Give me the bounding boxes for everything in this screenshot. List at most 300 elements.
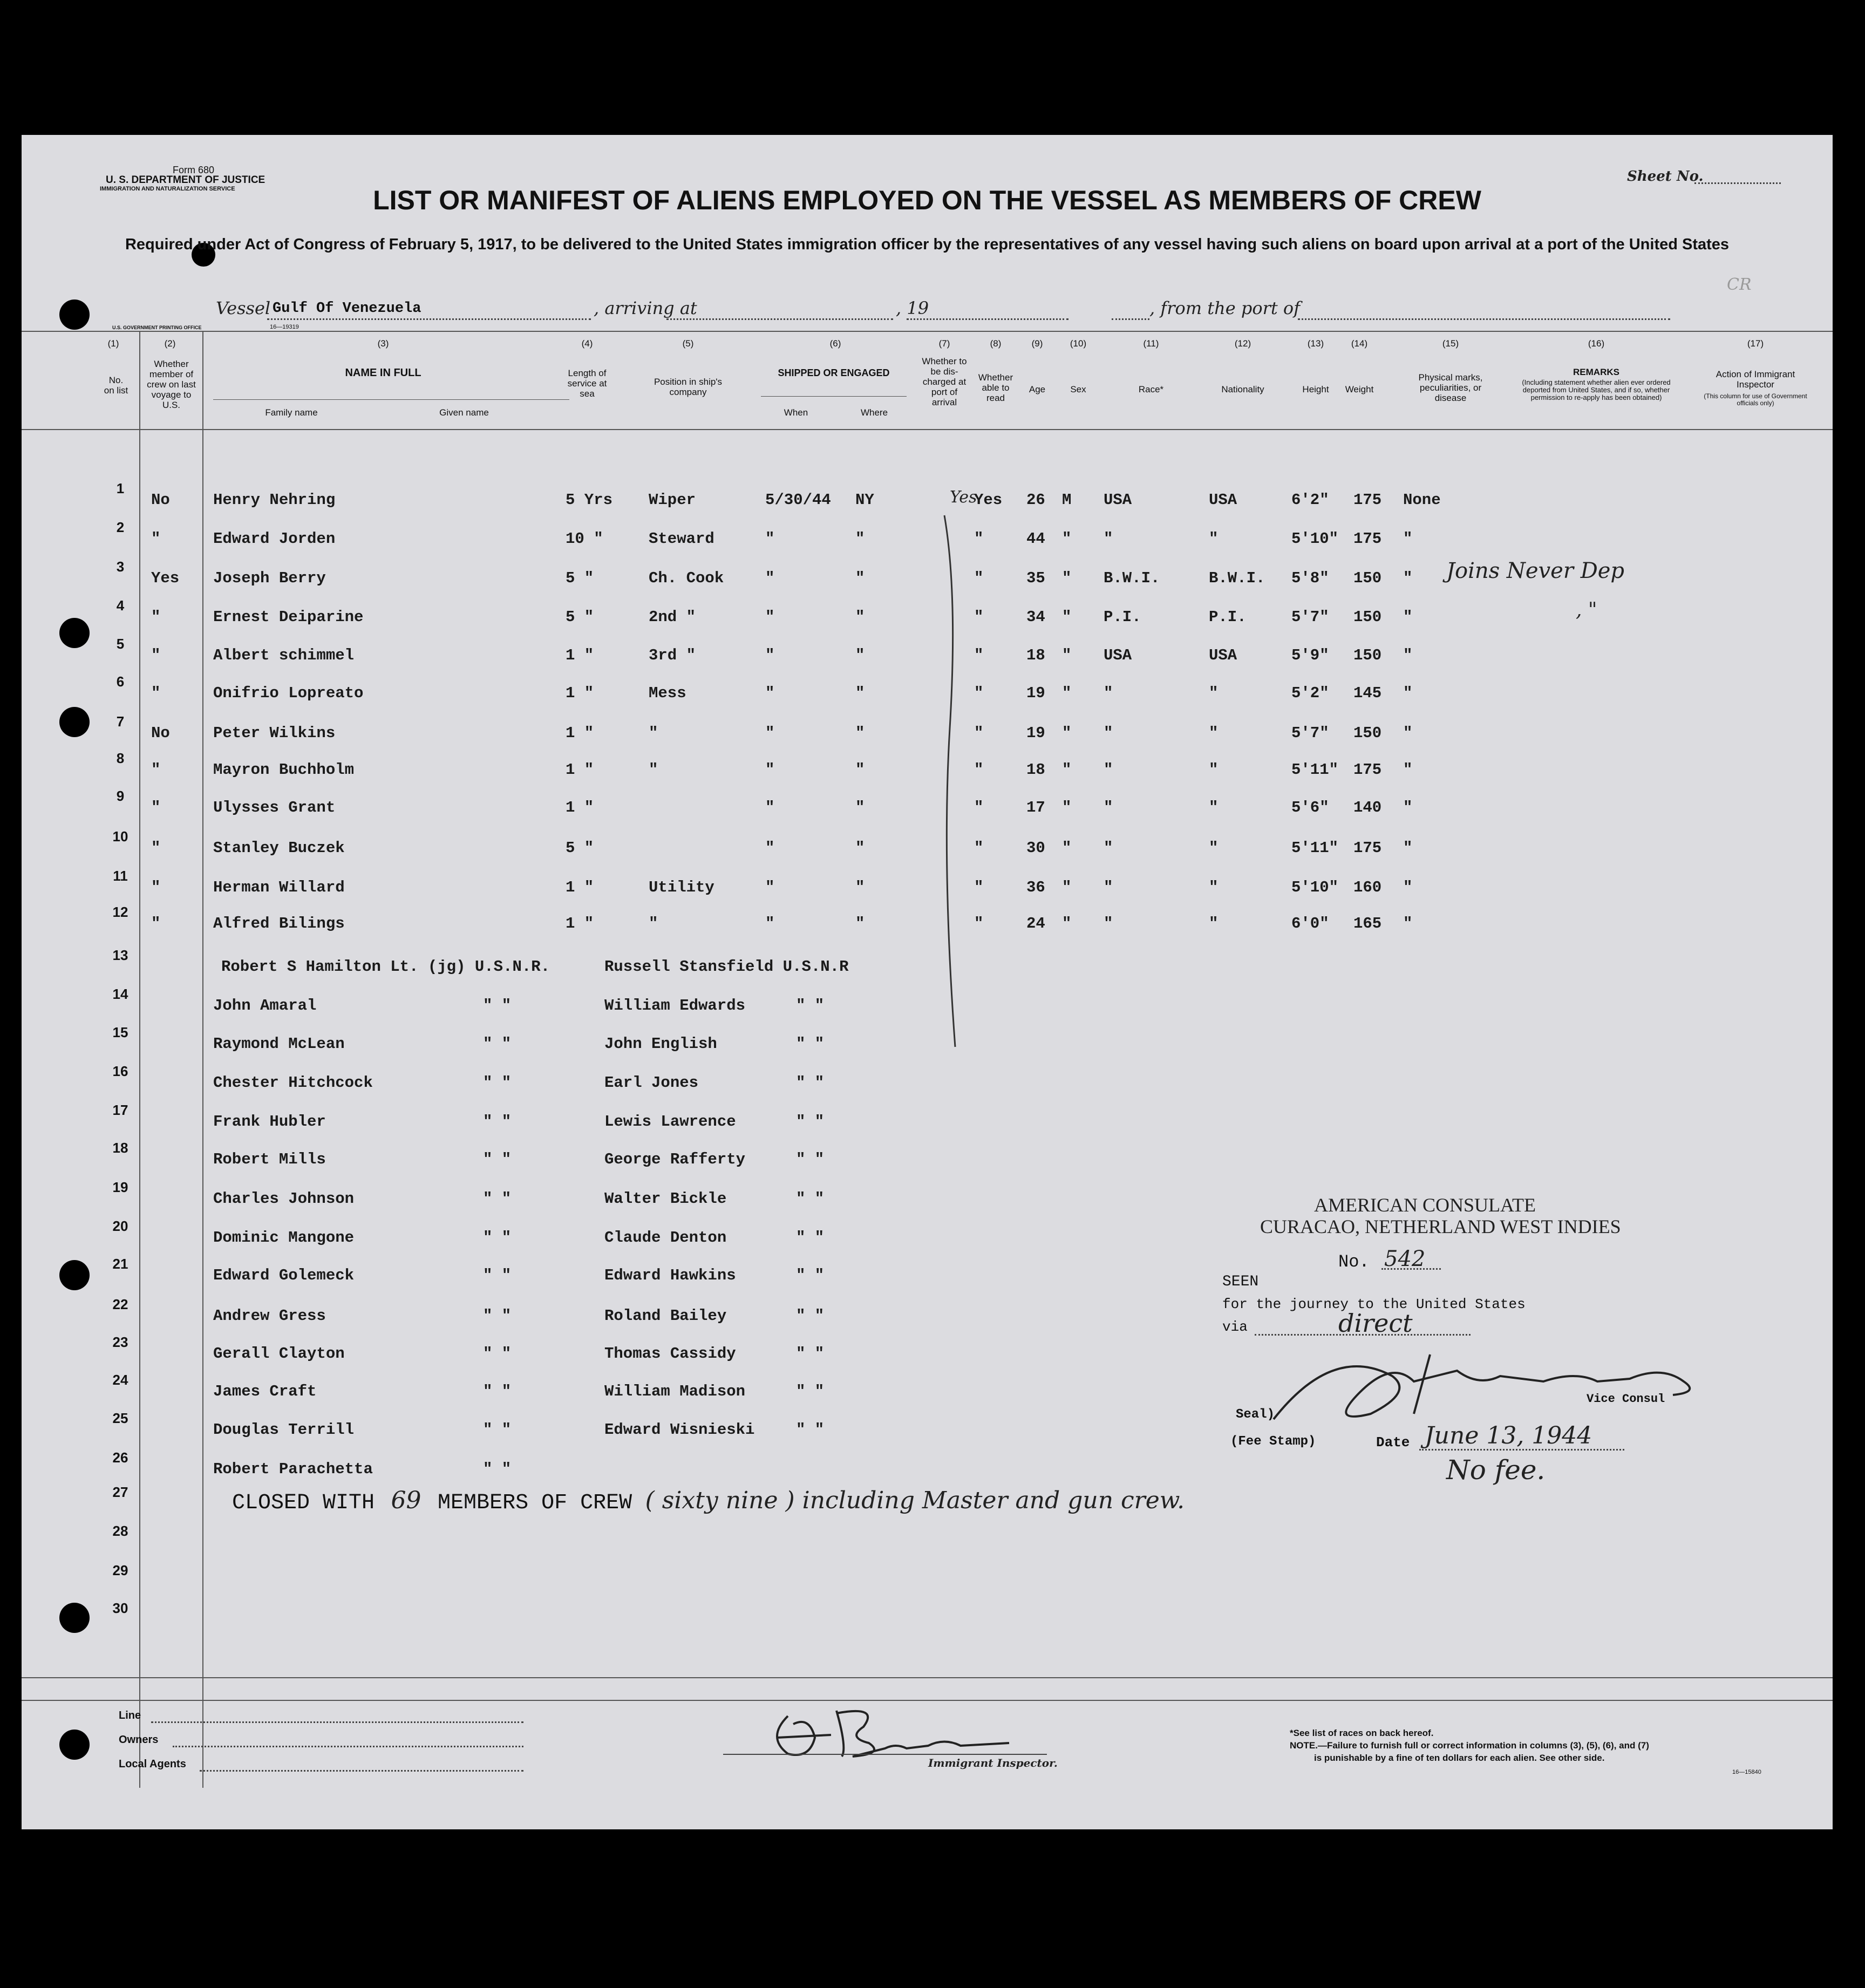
crew-cell-read: " xyxy=(974,569,984,587)
navy-cell-left: Frank Hubler xyxy=(213,1113,326,1131)
crew-cell-race: " xyxy=(1104,839,1113,857)
navy-cell-right: Thomas Cassidy xyxy=(604,1345,736,1363)
navy-cell-ditto: " " xyxy=(483,1383,512,1400)
consulate-seen: SEEN xyxy=(1222,1274,1259,1290)
manifest-title: LIST OR MANIFEST OF ALIENS EMPLOYED ON THE VESSEL AS MEMBERS OF CREW xyxy=(373,185,1481,215)
crew-cell-prev: " xyxy=(151,839,161,857)
crew-cell-wt: 175 xyxy=(1353,761,1382,779)
manifest-subtitle: Required under Act of Congress of February 5, 1917, to be delivered to the United States immigration officer by the representatives of any vessel having such aliens on board upon arrival at a port of the United States xyxy=(125,236,1730,253)
crew-cell-marks: " xyxy=(1403,684,1413,702)
manifest-page xyxy=(22,135,1833,1829)
col-header-prev-voyage: Whether member of crew on last voyage to U.S. xyxy=(147,359,196,410)
col-header-action-note: (This column for use of Government officials only) xyxy=(1704,392,1807,407)
crew-cell-race: " xyxy=(1104,724,1113,742)
crew-cell-when: " xyxy=(765,530,775,548)
crew-cell-when: " xyxy=(765,724,775,742)
col-header-shipped: SHIPPED OR ENGAGED xyxy=(778,367,890,378)
col-num-3: (3) xyxy=(377,338,389,349)
crew-cell-where: " xyxy=(855,684,865,702)
year-line xyxy=(1112,318,1149,320)
header-top-rule xyxy=(22,331,1833,332)
col-header-physical: Physical marks, peculiarities, or disease xyxy=(1418,372,1483,403)
navy-cell-ditto: " " xyxy=(796,1345,825,1363)
navy-cell-right: Walter Bickle xyxy=(604,1190,727,1208)
navy-cell-right: Earl Jones xyxy=(604,1074,699,1092)
crew-cell-wt: 150 xyxy=(1353,646,1382,664)
col-num-17: (17) xyxy=(1747,338,1764,349)
fee-note: No fee. xyxy=(1446,1454,1546,1486)
crew-cell-marks: " xyxy=(1403,569,1413,587)
column-divider xyxy=(139,331,140,1788)
inspector-label: Immigrant Inspector. xyxy=(928,1756,1058,1769)
col-header-family-name: Family name xyxy=(265,407,318,418)
row-number: 27 xyxy=(112,1484,128,1500)
crew-cell-prev: " xyxy=(151,684,161,702)
crew-cell-when: " xyxy=(765,879,775,896)
closing-count: 69 xyxy=(391,1487,421,1514)
crew-cell-pos: 2nd " xyxy=(649,608,696,626)
row-number: 28 xyxy=(112,1523,128,1539)
row-number: 18 xyxy=(112,1140,128,1156)
crew-cell-where: " xyxy=(855,799,865,816)
navy-cell-right: George Rafferty xyxy=(604,1150,746,1168)
navy-cell-right: Russell Stansfield U.S.N.R xyxy=(604,958,849,976)
vessel-line xyxy=(267,318,591,320)
crew-cell-wt: 175 xyxy=(1353,530,1382,548)
remarks-note: Joins Never Dep xyxy=(1446,559,1625,583)
crew-cell-sex: " xyxy=(1062,724,1072,742)
crew-cell-wt: 150 xyxy=(1353,608,1382,626)
footer-line-line xyxy=(151,1721,523,1723)
col-num-14: (14) xyxy=(1351,338,1368,349)
crew-cell-read: " xyxy=(974,799,984,816)
closing-handwritten: ( sixty nine ) including Master and gun crew. xyxy=(645,1487,1185,1514)
form-number: Form 680 xyxy=(173,165,215,175)
crew-cell-where: " xyxy=(855,608,865,626)
crew-cell-ht: 6'0" xyxy=(1291,915,1329,932)
crew-cell-age: 19 xyxy=(1026,684,1045,702)
col-num-10: (10) xyxy=(1070,338,1087,349)
crew-cell-prev: No xyxy=(151,491,170,509)
crew-cell-read: " xyxy=(974,684,984,702)
col-header-race: Race* xyxy=(1138,384,1164,394)
row-number: 8 xyxy=(116,750,125,766)
arriving-label: , arriving at xyxy=(594,298,697,318)
navy-cell-left: Charles Johnson xyxy=(213,1190,355,1208)
crew-cell-age: 36 xyxy=(1026,879,1045,896)
crew-cell-svc: 5 " xyxy=(566,608,594,626)
navy-cell-left: Robert Parachetta xyxy=(213,1460,373,1478)
navy-cell-ditto: " " xyxy=(483,1074,512,1092)
crew-cell-prev: No xyxy=(151,724,170,742)
crew-cell-pos: " xyxy=(649,761,658,779)
crew-cell-where: " xyxy=(855,569,865,587)
crew-cell-read: " xyxy=(974,608,984,626)
crew-cell-pos: 3rd " xyxy=(649,646,696,664)
crew-cell-sex: " xyxy=(1062,608,1072,626)
column-divider xyxy=(202,331,203,1788)
col-num-9: (9) xyxy=(1031,338,1043,349)
vessel-name: Gulf Of Venezuela xyxy=(273,301,421,317)
crew-cell-name: Henry Nehring xyxy=(213,491,336,509)
crew-cell-pos: Steward xyxy=(649,530,714,548)
navy-cell-ditto: " " xyxy=(483,1150,512,1168)
row-number: 29 xyxy=(112,1562,128,1578)
navy-cell-left: Raymond McLean xyxy=(213,1035,345,1053)
crew-cell-marks: " xyxy=(1403,608,1413,626)
closing-line xyxy=(232,1487,1185,1515)
crew-cell-race: " xyxy=(1104,915,1113,932)
consul-signature xyxy=(1252,1333,1727,1430)
crew-cell-when: " xyxy=(765,799,775,816)
discharge-mark: Yes xyxy=(950,488,977,507)
crew-cell-ht: 5'10" xyxy=(1291,530,1339,548)
punch-hole xyxy=(59,1260,90,1290)
crew-cell-marks: " xyxy=(1403,761,1413,779)
crew-cell-age: 17 xyxy=(1026,799,1045,816)
crew-cell-sex: " xyxy=(1062,569,1072,587)
crew-cell-sex: M xyxy=(1062,491,1072,509)
sheet-label: Sheet No. xyxy=(1627,168,1704,185)
consulate-via-value: direct xyxy=(1338,1309,1413,1338)
date-line xyxy=(907,318,1068,320)
footer-note-2: NOTE.—Failure to furnish full or correct information in columns (3), (5), (6), and (7) xyxy=(1290,1740,1649,1751)
crew-cell-age: 24 xyxy=(1026,915,1045,932)
crew-cell-prev: " xyxy=(151,608,161,626)
crew-cell-pos: " xyxy=(649,724,658,742)
crew-cell-name: Herman Willard xyxy=(213,879,345,896)
consulate-no-line xyxy=(1381,1268,1441,1270)
punch-hole xyxy=(59,1730,90,1760)
crew-cell-name: Ulysses Grant xyxy=(213,799,336,816)
footer-note-3: is punishable by a fine of ten dollars for each alien. See other side. xyxy=(1314,1753,1605,1763)
col-num-8: (8) xyxy=(990,338,1002,349)
col-header-age: Age xyxy=(1029,384,1046,394)
navy-cell-left: Chester Hitchcock xyxy=(213,1074,373,1092)
crew-cell-svc: 5 " xyxy=(566,839,594,857)
crew-cell-svc: 10 " xyxy=(566,530,603,548)
crew-cell-svc: 1 " xyxy=(566,724,594,742)
crew-cell-svc: 1 " xyxy=(566,646,594,664)
consulate-journey: for the journey to the United States xyxy=(1222,1296,1526,1312)
crew-cell-when: " xyxy=(765,646,775,664)
col-header-position: Position in ship's company xyxy=(654,377,723,397)
navy-cell-ditto: " " xyxy=(796,1383,825,1400)
from-port-line xyxy=(1298,318,1670,320)
crew-cell-where: NY xyxy=(855,491,874,509)
consulate-no-value: 542 xyxy=(1384,1247,1426,1271)
crew-cell-ht: 5'7" xyxy=(1291,724,1329,742)
row-number: 5 xyxy=(116,636,125,652)
printing-office: U.S. GOVERNMENT PRINTING OFFICE xyxy=(112,325,202,330)
navy-cell-ditto: " " xyxy=(796,997,825,1015)
crew-cell-age: 34 xyxy=(1026,608,1045,626)
crew-cell-nat: " xyxy=(1209,684,1219,702)
row-number: 20 xyxy=(112,1218,128,1234)
crew-cell-where: " xyxy=(855,530,865,548)
crew-cell-race: P.I. xyxy=(1104,608,1141,626)
consulate-via-label: via xyxy=(1222,1319,1248,1335)
col-header-name: NAME IN FULL xyxy=(345,367,421,379)
crew-cell-wt: 175 xyxy=(1353,839,1382,857)
inspector-rule xyxy=(723,1754,1047,1755)
crew-cell-sex: " xyxy=(1062,646,1072,664)
crew-cell-prev: " xyxy=(151,799,161,816)
crew-cell-prev: " xyxy=(151,879,161,896)
crew-cell-where: " xyxy=(855,761,865,779)
date-value: June 13, 1944 xyxy=(1425,1422,1592,1449)
navy-cell-left: Edward Golemeck xyxy=(213,1267,355,1284)
crew-cell-ht: 6'2" xyxy=(1291,491,1329,509)
crew-cell-name: Joseph Berry xyxy=(213,569,326,587)
crew-cell-prev: " xyxy=(151,646,161,664)
crew-cell-wt: 160 xyxy=(1353,879,1382,896)
navy-cell-left: Dominic Mangone xyxy=(213,1229,355,1247)
row-number: 12 xyxy=(112,904,128,920)
crew-cell-nat: USA xyxy=(1209,646,1237,664)
crew-cell-marks: " xyxy=(1403,799,1413,816)
crew-cell-where: " xyxy=(855,839,865,857)
navy-cell-ditto: " " xyxy=(483,1229,512,1247)
crew-cell-marks: " xyxy=(1403,646,1413,664)
crew-cell-where: " xyxy=(855,724,865,742)
row-number: 15 xyxy=(112,1024,128,1040)
row-number: 7 xyxy=(116,713,125,730)
footer-agents-label: Local Agents xyxy=(119,1758,186,1770)
closing-printed-2: MEMBERS OF CREW xyxy=(438,1491,632,1515)
crew-cell-age: 26 xyxy=(1026,491,1045,509)
col-num-5: (5) xyxy=(682,338,694,349)
crew-cell-race: USA xyxy=(1104,491,1132,509)
crew-cell-svc: 1 " xyxy=(566,799,594,816)
sheet-number-line xyxy=(1694,182,1781,184)
seal-label: Seal) xyxy=(1236,1407,1275,1422)
navy-cell-ditto: " " xyxy=(483,1113,512,1131)
crew-cell-sex: " xyxy=(1062,530,1072,548)
navy-cell-right: William Madison xyxy=(604,1383,746,1400)
col-header-action: Action of Immigrant Inspector xyxy=(1716,369,1795,390)
col-num-6: (6) xyxy=(829,338,841,349)
row-number: 24 xyxy=(112,1372,128,1388)
crew-cell-when: " xyxy=(765,761,775,779)
col-header-where: Where xyxy=(860,407,888,418)
punch-hole xyxy=(59,299,90,330)
navy-cell-ditto: " " xyxy=(483,1267,512,1284)
row-number: 19 xyxy=(112,1179,128,1195)
remarks-ditto: , " xyxy=(1576,599,1597,621)
crew-cell-marks: " xyxy=(1403,879,1413,896)
crew-cell-read: " xyxy=(974,839,984,857)
crew-cell-marks: " xyxy=(1403,724,1413,742)
crew-cell-wt: 150 xyxy=(1353,569,1382,587)
crew-cell-when: " xyxy=(765,839,775,857)
from-port-label: , from the port of xyxy=(1149,298,1301,318)
crew-cell-race: B.W.I. xyxy=(1104,569,1160,587)
navy-cell-ditto: " " xyxy=(796,1421,825,1439)
crew-cell-svc: 1 " xyxy=(566,915,594,932)
crew-cell-pos: " xyxy=(649,915,658,932)
crew-cell-ht: 5'11" xyxy=(1291,761,1339,779)
consul-title: Vice Consul xyxy=(1587,1392,1665,1406)
consulate-line-2: CURACAO, NETHERLAND WEST INDIES xyxy=(1260,1216,1621,1237)
crew-cell-age: 44 xyxy=(1026,530,1045,548)
navy-cell-right: Claude Denton xyxy=(604,1229,727,1247)
crew-cell-nat: " xyxy=(1209,761,1219,779)
navy-cell-left: Robert Mills xyxy=(213,1150,326,1168)
crew-cell-race: " xyxy=(1104,684,1113,702)
crew-cell-marks: " xyxy=(1403,530,1413,548)
crew-cell-wt: 175 xyxy=(1353,491,1382,509)
col-header-discharged: Whether to be dis-charged at port of arrival xyxy=(922,356,967,407)
consulate-line-1: AMERICAN CONSULATE xyxy=(1314,1194,1536,1216)
col-header-height: Height xyxy=(1302,384,1329,394)
navy-cell-ditto: " " xyxy=(796,1150,825,1168)
col-num-7: (7) xyxy=(938,338,950,349)
crew-cell-sex: " xyxy=(1062,915,1072,932)
crew-cell-nat: " xyxy=(1209,839,1219,857)
crew-cell-svc: 5 " xyxy=(566,569,594,587)
crew-cell-nat: " xyxy=(1209,799,1219,816)
navy-cell-ditto: " " xyxy=(796,1074,825,1092)
navy-cell-left: Douglas Terrill xyxy=(213,1421,355,1439)
crew-cell-sex: " xyxy=(1062,839,1072,857)
col-header-nationality: Nationality xyxy=(1221,384,1264,394)
row-number: 21 xyxy=(112,1256,128,1272)
punch-hole xyxy=(59,707,90,737)
crew-cell-read: " xyxy=(974,646,984,664)
footer-line-label: Line xyxy=(119,1710,141,1721)
crew-cell-sex: " xyxy=(1062,879,1072,896)
row-number: 16 xyxy=(112,1063,128,1079)
row-number: 1 xyxy=(116,480,125,496)
col-num-1: (1) xyxy=(107,338,119,349)
crew-cell-race: USA xyxy=(1104,646,1132,664)
date-label: Date xyxy=(1376,1434,1410,1451)
crew-cell-nat: " xyxy=(1209,724,1219,742)
name-rule xyxy=(213,399,569,400)
arriving-line xyxy=(666,318,893,320)
col-header-sex: Sex xyxy=(1070,384,1086,394)
navy-cell-left: John Amaral xyxy=(213,997,317,1015)
punch-hole xyxy=(59,618,90,648)
crew-cell-svc: 1 " xyxy=(566,879,594,896)
row-number: 4 xyxy=(116,597,125,614)
crew-cell-where: " xyxy=(855,646,865,664)
crew-cell-marks: " xyxy=(1403,915,1413,932)
crew-cell-ht: 5'11" xyxy=(1291,839,1339,857)
col-num-2: (2) xyxy=(164,338,176,349)
crew-cell-ht: 5'9" xyxy=(1291,646,1329,664)
navy-cell-ditto: " " xyxy=(796,1307,825,1325)
crew-cell-ht: 5'2" xyxy=(1291,684,1329,702)
navy-cell-left: James Craft xyxy=(213,1383,317,1400)
crew-cell-svc: 5 Yrs xyxy=(566,491,613,509)
year-label: , 19 xyxy=(896,298,929,318)
navy-cell-ditto: " " xyxy=(796,1113,825,1131)
navy-cell-ditto: " " xyxy=(796,1229,825,1247)
crew-cell-ht: 5'6" xyxy=(1291,799,1329,816)
crew-cell-ht: 5'8" xyxy=(1291,569,1329,587)
navy-cell-right: Edward Hawkins xyxy=(604,1267,736,1284)
crew-cell-nat: " xyxy=(1209,915,1219,932)
crew-cell-race: " xyxy=(1104,799,1113,816)
crew-cell-age: 18 xyxy=(1026,646,1045,664)
row-number: 10 xyxy=(112,828,128,845)
col-num-15: (15) xyxy=(1442,338,1459,349)
footer-owners-line xyxy=(173,1746,523,1747)
row-number: 22 xyxy=(112,1296,128,1312)
crew-cell-wt: 165 xyxy=(1353,915,1382,932)
row-number: 30 xyxy=(112,1600,128,1616)
col-header-remarks-note: (Including statement whether alien ever ordered deported from United States, and if so, whether permission to re-apply has been obtained) xyxy=(1522,378,1671,401)
crew-cell-name: Onifrio Lopreato xyxy=(213,684,364,702)
row-number: 23 xyxy=(112,1334,128,1350)
footer-code: 16—15840 xyxy=(1732,1769,1761,1775)
footer-agents-line xyxy=(200,1770,523,1772)
crew-cell-nat: USA xyxy=(1209,491,1237,509)
col-header-remarks: REMARKS xyxy=(1573,367,1619,377)
fee-stamp-label: (Fee Stamp) xyxy=(1230,1434,1316,1449)
row-number: 13 xyxy=(112,947,128,963)
col-header-no: No. on list xyxy=(104,375,128,396)
navy-cell-right: Edward Wisnieski xyxy=(604,1421,755,1439)
navy-cell-right: Roland Bailey xyxy=(604,1307,727,1325)
crew-cell-marks: None xyxy=(1403,491,1441,509)
navy-cell-ditto: " " xyxy=(483,1345,512,1363)
crew-cell-sex: " xyxy=(1062,799,1072,816)
crew-cell-svc: 1 " xyxy=(566,761,594,779)
shipped-rule xyxy=(761,396,907,397)
navy-cell-ditto: " " xyxy=(483,1190,512,1208)
col-num-4: (4) xyxy=(581,338,593,349)
crew-cell-name: Peter Wilkins xyxy=(213,724,336,742)
printing-code: 16—19319 xyxy=(270,324,299,330)
department: U. S. DEPARTMENT OF JUSTICE xyxy=(106,174,266,186)
crew-cell-prev: " xyxy=(151,530,161,548)
navy-cell-ditto: " " xyxy=(796,1190,825,1208)
corner-mark: CR xyxy=(1727,275,1752,294)
crew-cell-race: " xyxy=(1104,879,1113,896)
crew-cell-age: 35 xyxy=(1026,569,1045,587)
crew-cell-pos: Wiper xyxy=(649,491,696,509)
crew-cell-age: 30 xyxy=(1026,839,1045,857)
crew-cell-svc: 1 " xyxy=(566,684,594,702)
footer-note-1: *See list of races on back hereof. xyxy=(1290,1728,1434,1738)
crew-cell-when: " xyxy=(765,684,775,702)
col-header-service: Length of service at sea xyxy=(567,368,607,399)
crew-cell-name: Ernest Deiparine xyxy=(213,608,364,626)
crew-cell-pos: Ch. Cook xyxy=(649,569,724,587)
closing-printed: CLOSED WITH xyxy=(232,1491,375,1515)
crew-cell-when: " xyxy=(765,608,775,626)
consulate-no-label: No. xyxy=(1338,1252,1370,1272)
navy-cell-ditto: " " xyxy=(796,1035,825,1053)
col-num-12: (12) xyxy=(1234,338,1251,349)
crew-cell-age: 18 xyxy=(1026,761,1045,779)
crew-cell-pos: Utility xyxy=(649,879,714,896)
crew-cell-sex: " xyxy=(1062,684,1072,702)
row-number: 14 xyxy=(112,986,128,1002)
crew-cell-pos: Mess xyxy=(649,684,686,702)
crew-cell-race: " xyxy=(1104,761,1113,779)
crew-cell-ht: 5'10" xyxy=(1291,879,1339,896)
navy-cell-left: Andrew Gress xyxy=(213,1307,326,1325)
crew-cell-read: " xyxy=(974,724,984,742)
crew-cell-nat: " xyxy=(1209,530,1219,548)
table-bottom-rule xyxy=(22,1677,1833,1678)
crew-cell-when: 5/30/44 xyxy=(765,491,831,509)
crew-cell-read: " xyxy=(974,915,984,932)
